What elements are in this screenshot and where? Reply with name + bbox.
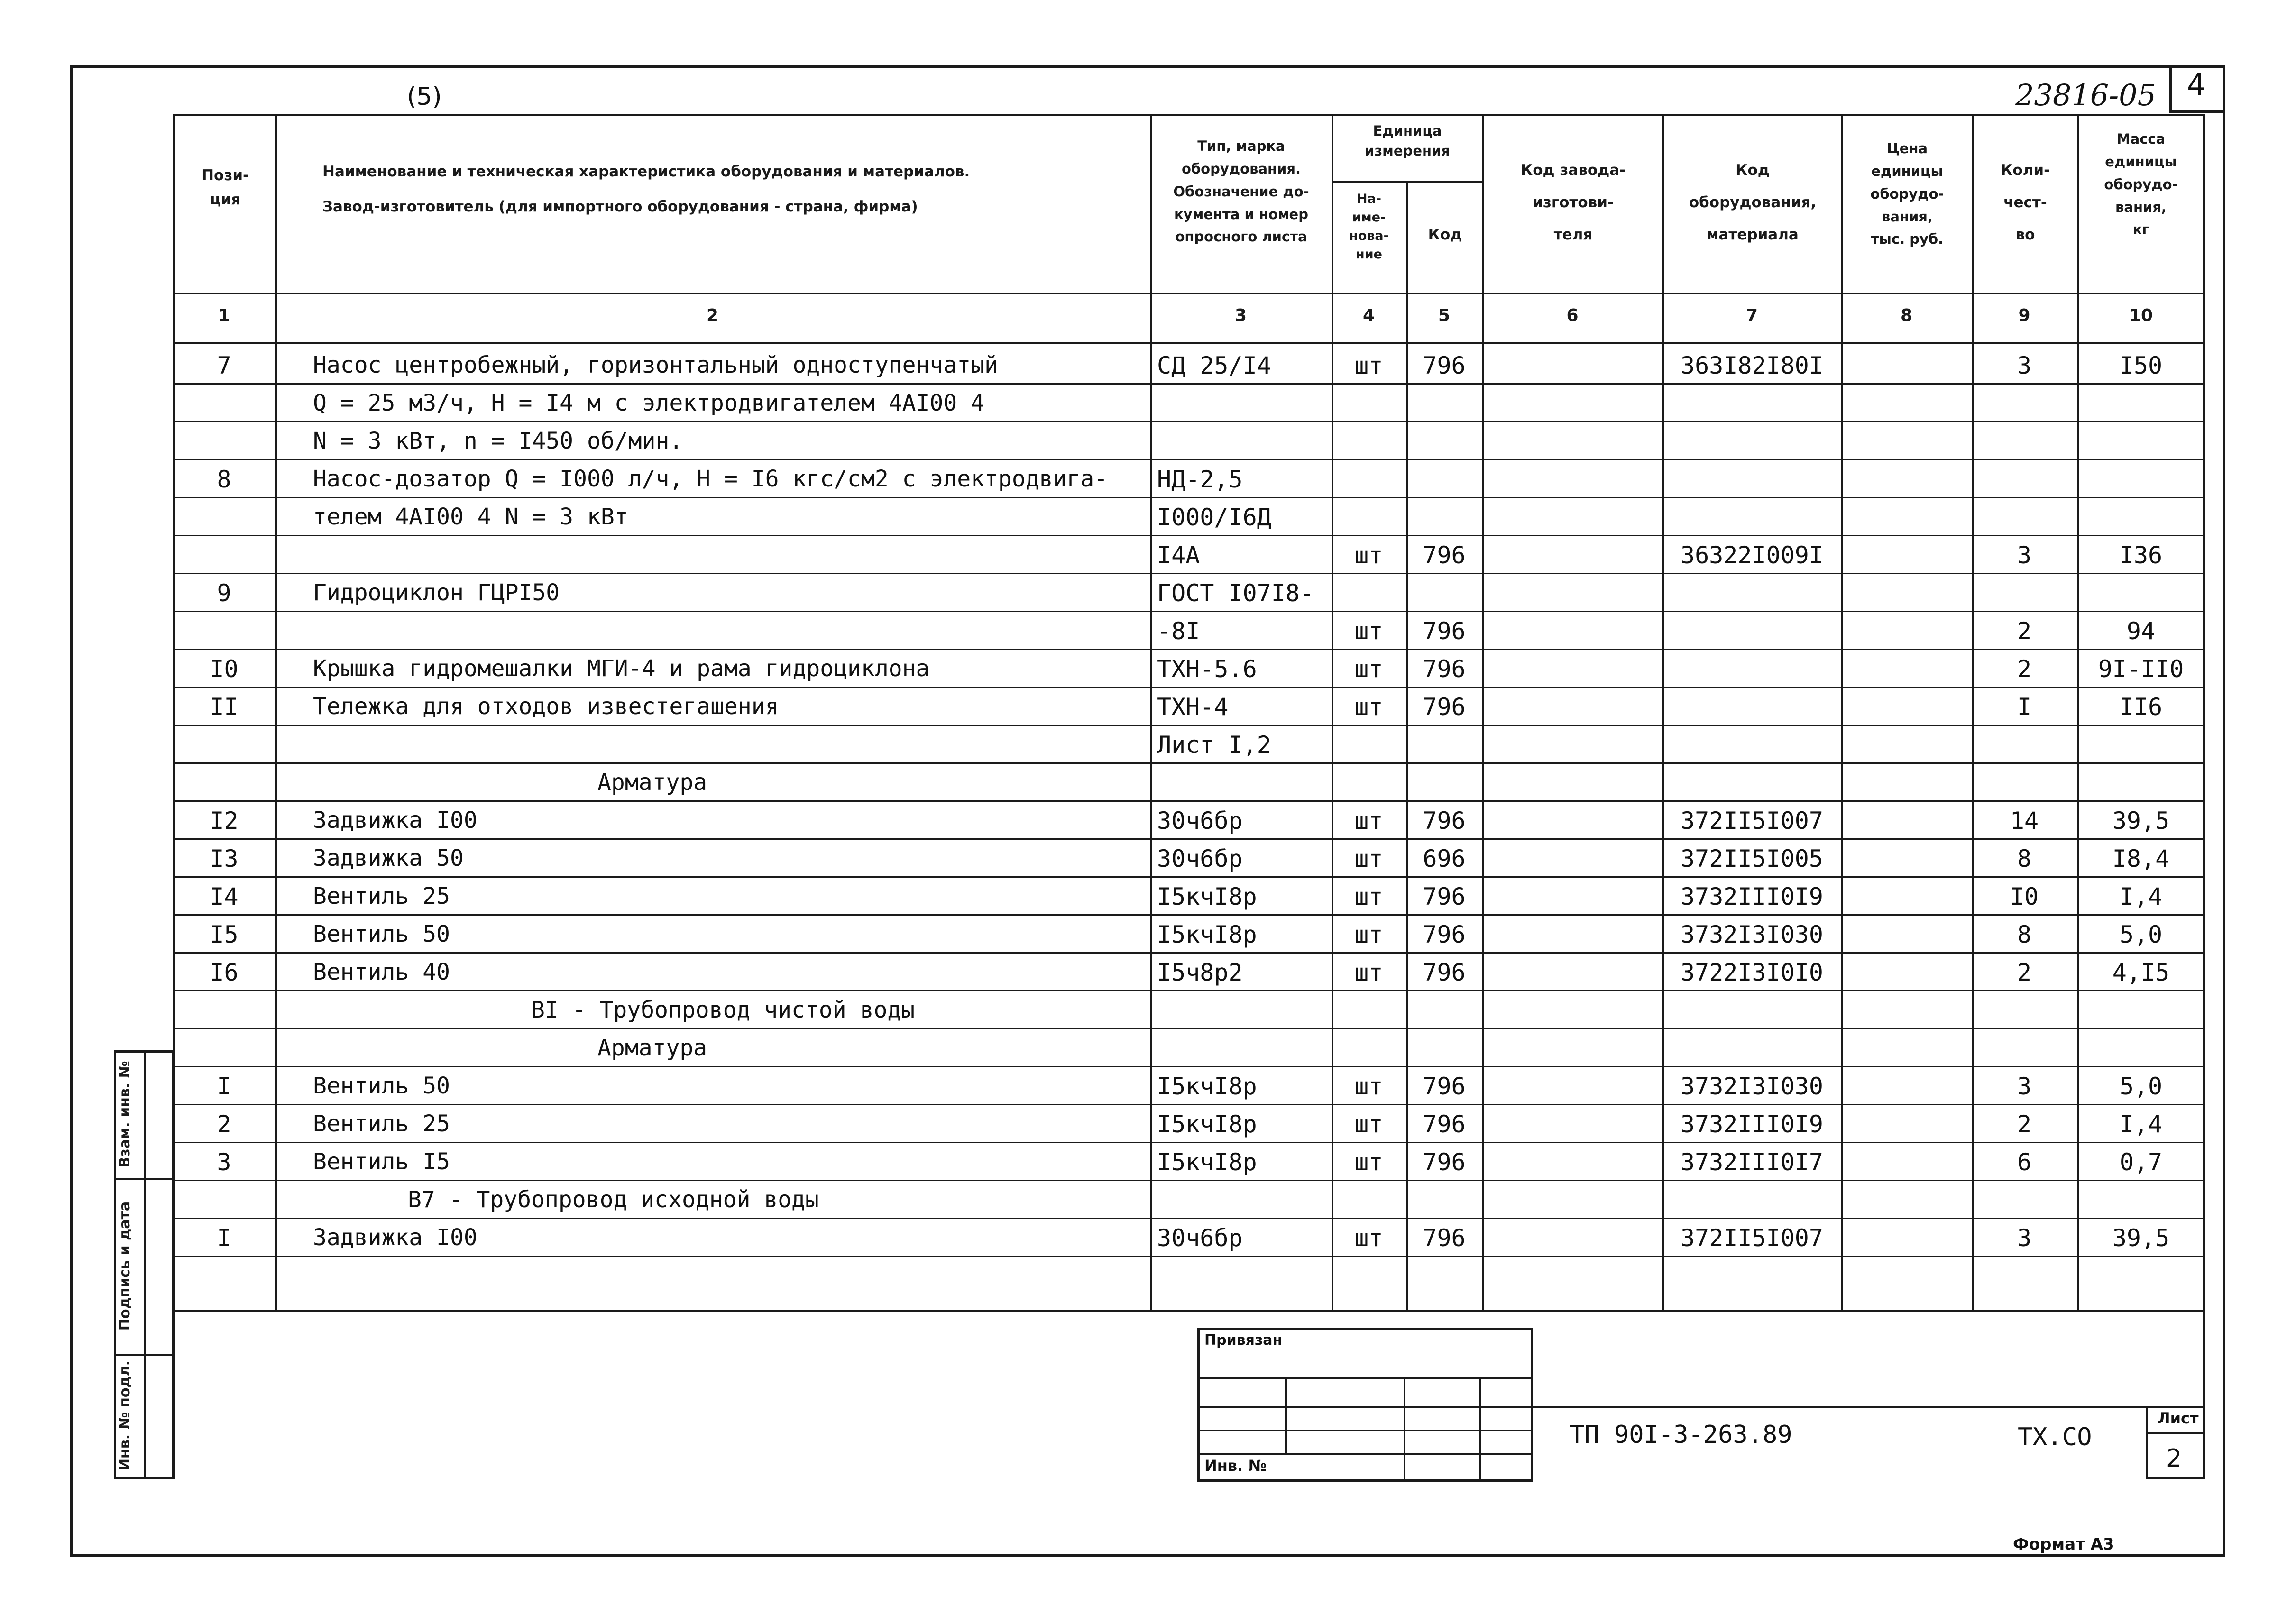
row-quantity: 2: [2017, 959, 2032, 986]
row-name: Задвижка I00: [313, 807, 478, 834]
row-type: I5кчI8р: [1157, 1148, 1257, 1176]
row-position: I4: [210, 883, 239, 910]
col-line-7: [1841, 114, 1843, 1311]
row-pos-underline: [173, 952, 275, 954]
table-row: [275, 1256, 2205, 1257]
row-mass: I,4: [2119, 1110, 2163, 1138]
row-unit-code: 796: [1423, 352, 1466, 379]
row-quantity: 8: [2017, 921, 2032, 948]
row-unit: шт: [1354, 921, 1383, 948]
row-quantity: 2: [2017, 655, 2032, 683]
row-unit: шт: [1354, 845, 1383, 872]
header-unit-code: Код: [1428, 226, 1462, 243]
header-type: Тип, марка оборудования. Обозначение до- кумента и номер опросного листа: [1173, 138, 1309, 245]
row-unit: шт: [1354, 352, 1383, 379]
row-type: Лист I,2: [1157, 731, 1271, 759]
row-position: I5: [210, 921, 239, 948]
designation: ТП 90I-3-263.89: [1570, 1421, 1792, 1449]
table-row: [275, 990, 2205, 991]
row-type: I5кчI8р: [1157, 1073, 1257, 1100]
row-name: Арматура: [597, 1035, 707, 1061]
row-name: Задвижка I00: [313, 1224, 478, 1251]
row-pos-underline: [173, 876, 275, 878]
row-name: ВI - Трубопровод чистой воды: [531, 997, 915, 1023]
row-type: I5кчI8р: [1157, 883, 1257, 910]
row-type: I5ч8р2: [1157, 959, 1243, 986]
table-row: [275, 649, 2205, 650]
row-position: 2: [217, 1110, 231, 1138]
document-mark: ТХ.СО: [2018, 1423, 2092, 1451]
col-line-5: [1482, 114, 1484, 1311]
title-top-line: [1533, 1406, 2205, 1408]
row-unit: шт: [1354, 807, 1383, 835]
table-row: [275, 914, 2205, 916]
row-pos-underline: [173, 1142, 275, 1143]
row-equipment-code: 372II5I005: [1680, 845, 1824, 872]
header-factory-code: Код завода- изготови- теля: [1520, 162, 1626, 244]
row-quantity: 3: [2017, 352, 2032, 379]
header-unit-group: Единица измерения: [1365, 123, 1450, 159]
row-type: -8I: [1157, 617, 1200, 645]
row-mass: I8,4: [2112, 845, 2170, 872]
header-name: Наименование и техническая характеристика оборудования и материалов. Завод-изготовитель (для импортного оборудования - страна, фирма): [322, 163, 970, 216]
row-position: 7: [217, 352, 231, 379]
row-quantity: 6: [2017, 1148, 2032, 1176]
table-bottom-line: [173, 1310, 2205, 1312]
row-name: Тележка для отходов известегашения: [313, 693, 779, 720]
row-name: В7 - Трубопровод исходной воды: [408, 1186, 819, 1213]
header-price: Цена единицы оборудо- вания, тыс. руб.: [1870, 140, 1944, 248]
row-unit: шт: [1354, 617, 1383, 645]
table-row: [275, 876, 2205, 878]
row-name: Q = 25 м3/ч, Н = I4 м с электродвигателем 4AI00 4: [313, 390, 985, 416]
row-pos-underline: [173, 535, 275, 536]
table-row: [275, 1104, 2205, 1105]
row-unit: шт: [1354, 1148, 1383, 1176]
row-equipment-code: 363I82I80I: [1680, 352, 1824, 379]
row-mass: 4,I5: [2112, 959, 2170, 986]
row-pos-underline: [173, 649, 275, 650]
row-unit-code: 796: [1423, 921, 1466, 948]
row-position: I3: [210, 845, 239, 872]
row-pos-underline: [173, 1218, 275, 1219]
row-unit-code: 796: [1423, 655, 1466, 683]
row-position: I: [217, 1224, 231, 1252]
row-quantity: 2: [2017, 1110, 2032, 1138]
header-equipment-code: Код оборудования, материала: [1689, 162, 1817, 244]
row-name: Вентиль 40: [313, 959, 450, 985]
row-type: ГОСТ I07I8-: [1157, 579, 1314, 607]
row-type: I000/I6Д: [1157, 504, 1271, 531]
column-number: 5: [1438, 306, 1451, 325]
privyazan-vline-3: [1479, 1377, 1481, 1482]
row-equipment-code: 3732III0I7: [1680, 1148, 1824, 1176]
row-type: 30ч6бр: [1157, 845, 1243, 872]
list-number: 2: [2166, 1444, 2182, 1473]
row-pos-underline: [173, 838, 275, 840]
row-unit-code: 796: [1423, 617, 1466, 645]
row-pos-underline: [173, 1028, 275, 1029]
row-position: I2: [210, 807, 239, 835]
row-position: 8: [217, 466, 231, 493]
row-type: ТХН-5.6: [1157, 655, 1257, 683]
row-unit-code: 796: [1423, 883, 1466, 910]
table-row: [275, 611, 2205, 612]
header-quantity: Коли- чест- во: [2001, 162, 2050, 244]
privyazan-label: Привязан: [1204, 1332, 1283, 1349]
row-equipment-code: 3732I3I030: [1680, 921, 1824, 948]
row-position: I6: [210, 959, 239, 986]
sheet-number-label: (5): [407, 83, 442, 111]
row-equipment-code: 3732I3I030: [1680, 1073, 1824, 1100]
row-unit: шт: [1354, 1110, 1383, 1138]
table-row: [275, 421, 2205, 422]
table-row: [275, 725, 2205, 726]
row-quantity: 2: [2017, 617, 2032, 645]
row-type: I4А: [1157, 541, 1200, 569]
row-unit: шт: [1354, 655, 1383, 683]
row-equipment-code: 3722I3I0I0: [1680, 959, 1824, 986]
table-row: [275, 687, 2205, 688]
row-name: Вентиль 25: [313, 1110, 450, 1137]
row-type: I5кчI8р: [1157, 1110, 1257, 1138]
row-name: Вентиль 50: [313, 921, 450, 947]
row-quantity: 8: [2017, 845, 2032, 872]
row-name: Арматура: [597, 769, 707, 796]
row-type: 30ч6бр: [1157, 1224, 1243, 1252]
column-number: 7: [1745, 306, 1758, 325]
row-equipment-code: 372II5I007: [1680, 1224, 1824, 1252]
row-position: I0: [210, 655, 239, 683]
column-number: 6: [1566, 306, 1579, 325]
col-line-1: [275, 114, 277, 1311]
row-mass: II6: [2119, 693, 2163, 721]
row-unit-code: 696: [1423, 845, 1466, 872]
table-row: [275, 383, 2205, 385]
row-unit: шт: [1354, 541, 1383, 569]
row-unit-code: 796: [1423, 1148, 1466, 1176]
row-quantity: I: [2017, 693, 2032, 721]
row-mass: 5,0: [2119, 921, 2163, 948]
row-unit-code: 796: [1423, 959, 1466, 986]
row-name: N = 3 кВт, n = I450 об/мин.: [313, 428, 683, 454]
row-quantity: 14: [2010, 807, 2039, 835]
table-row: [275, 1028, 2205, 1029]
row-unit: шт: [1354, 959, 1383, 986]
row-name: Вентиль 25: [313, 883, 450, 909]
row-pos-underline: [173, 687, 275, 688]
row-unit: шт: [1354, 693, 1383, 721]
column-number: 1: [218, 306, 230, 325]
row-quantity: I0: [2010, 883, 2039, 910]
row-mass: 39,5: [2112, 1224, 2170, 1252]
row-position: II: [210, 693, 239, 721]
row-name: Гидроциклон ГЦРI50: [313, 579, 560, 606]
row-type: I5кчI8р: [1157, 921, 1257, 948]
row-mass: I,4: [2119, 883, 2163, 910]
row-equipment-code: 3732III0I9: [1680, 883, 1824, 910]
col-line-2: [1150, 114, 1152, 1311]
inv-label: Инв. №: [1204, 1457, 1267, 1475]
row-unit: шт: [1354, 1073, 1383, 1100]
row-pos-underline: [173, 1066, 275, 1067]
privyazan-line-1: [1197, 1377, 1533, 1379]
header-mass: Масса единицы оборудо- вания, кг: [2104, 131, 2178, 238]
privyazan-vline-1: [1285, 1377, 1287, 1453]
list-box-line: [2146, 1432, 2205, 1434]
row-name: Задвижка 50: [313, 845, 464, 872]
row-unit: шт: [1354, 883, 1383, 910]
column-number: 10: [2129, 306, 2153, 325]
side-stamp-replacement-inv: Взам. инв. №: [117, 1061, 133, 1168]
row-type: СД 25/I4: [1157, 352, 1271, 379]
column-number: 9: [2018, 306, 2030, 325]
row-name: телем 4AI00 4 N = 3 кВт: [313, 504, 628, 530]
row-quantity: 3: [2017, 1073, 2032, 1100]
table-row: [275, 1218, 2205, 1219]
corner-number: 4: [2187, 67, 2206, 102]
row-pos-underline: [173, 762, 275, 764]
row-pos-underline: [173, 459, 275, 460]
row-pos-underline: [173, 573, 275, 574]
row-position: 9: [217, 579, 231, 607]
row-mass: 5,0: [2119, 1073, 2163, 1100]
row-pos-underline: [173, 1180, 275, 1181]
header-position: Пози- ция: [202, 167, 249, 209]
table-row: [275, 1180, 2205, 1181]
col-line-4: [1406, 181, 1408, 1311]
table-row: [275, 762, 2205, 764]
table-row: [275, 459, 2205, 460]
row-pos-underline: [173, 800, 275, 802]
row-equipment-code: 372II5I007: [1680, 807, 1824, 835]
header-unit-name: На- име- нова- ние: [1349, 192, 1389, 262]
privyazan-vline-2: [1404, 1377, 1405, 1482]
row-position: 3: [217, 1148, 231, 1176]
side-stamp-inv-original: Инв. № подл.: [117, 1360, 133, 1471]
table-top-border: [173, 114, 2205, 116]
row-mass: 39,5: [2112, 807, 2170, 835]
table-row: [275, 497, 2205, 498]
document-code: 23816-05: [2015, 78, 2157, 112]
row-pos-underline: [173, 497, 275, 498]
row-unit-code: 796: [1423, 1073, 1466, 1100]
row-pos-underline: [173, 990, 275, 991]
row-name: Вентиль I5: [313, 1148, 450, 1175]
table-row: [275, 1142, 2205, 1143]
row-pos-underline: [173, 421, 275, 422]
privyazan-line-2: [1197, 1406, 1533, 1408]
row-pos-underline: [173, 914, 275, 916]
row-name: Крышка гидромешалки МГИ-4 и рама гидроциклона: [313, 655, 930, 682]
row-mass: 0,7: [2119, 1148, 2163, 1176]
format-label: Формат А3: [2013, 1535, 2114, 1554]
row-position: I: [217, 1073, 231, 1100]
row-pos-underline: [173, 1256, 275, 1257]
colnum-bottom-line: [173, 342, 2205, 344]
row-type: НД-2,5: [1157, 466, 1243, 493]
column-number: 2: [706, 306, 719, 325]
row-pos-underline: [173, 383, 275, 385]
row-unit-code: 796: [1423, 541, 1466, 569]
table-row: [275, 535, 2205, 536]
row-unit-code: 796: [1423, 693, 1466, 721]
list-label: Лист: [2158, 1409, 2199, 1427]
table-row: [275, 952, 2205, 954]
table-row: [275, 800, 2205, 802]
column-number: 3: [1234, 306, 1247, 325]
row-mass: I36: [2119, 541, 2163, 569]
row-type: ТХН-4: [1157, 693, 1229, 721]
privyazan-line-3: [1197, 1430, 1533, 1431]
row-equipment-code: 36322I009I: [1680, 541, 1824, 569]
row-type: 30ч6бр: [1157, 807, 1243, 835]
privyazan-line-4: [1197, 1453, 1533, 1455]
column-number: 4: [1362, 306, 1375, 325]
header-bottom-line: [173, 293, 2205, 294]
table-row: [275, 1066, 2205, 1067]
row-mass: I50: [2119, 352, 2163, 379]
row-quantity: 3: [2017, 1224, 2032, 1252]
row-mass: 9I-II0: [2098, 655, 2184, 683]
row-pos-underline: [173, 611, 275, 612]
side-stamp-divider: [144, 1050, 146, 1479]
row-equipment-code: 3732III0I9: [1680, 1110, 1824, 1138]
table-row: [275, 573, 2205, 574]
row-unit-code: 796: [1423, 1110, 1466, 1138]
column-number: 8: [1900, 306, 1913, 325]
row-name: Вентиль 50: [313, 1073, 450, 1099]
row-unit: шт: [1354, 1224, 1383, 1252]
row-unit-code: 796: [1423, 1224, 1466, 1252]
row-quantity: 3: [2017, 541, 2032, 569]
table-row: [275, 838, 2205, 840]
row-unit-code: 796: [1423, 807, 1466, 835]
row-pos-underline: [173, 725, 275, 726]
row-pos-underline: [173, 1104, 275, 1105]
row-name: Насос-дозатор Q = I000 л/ч, Н = I6 кгс/см2 с электродвига-: [313, 466, 1108, 492]
side-stamp-signature-date: Подпись и дата: [117, 1201, 133, 1331]
row-name: Насос центробежный, горизонтальный одноступенчатый: [313, 352, 998, 378]
row-mass: 94: [2126, 617, 2156, 645]
